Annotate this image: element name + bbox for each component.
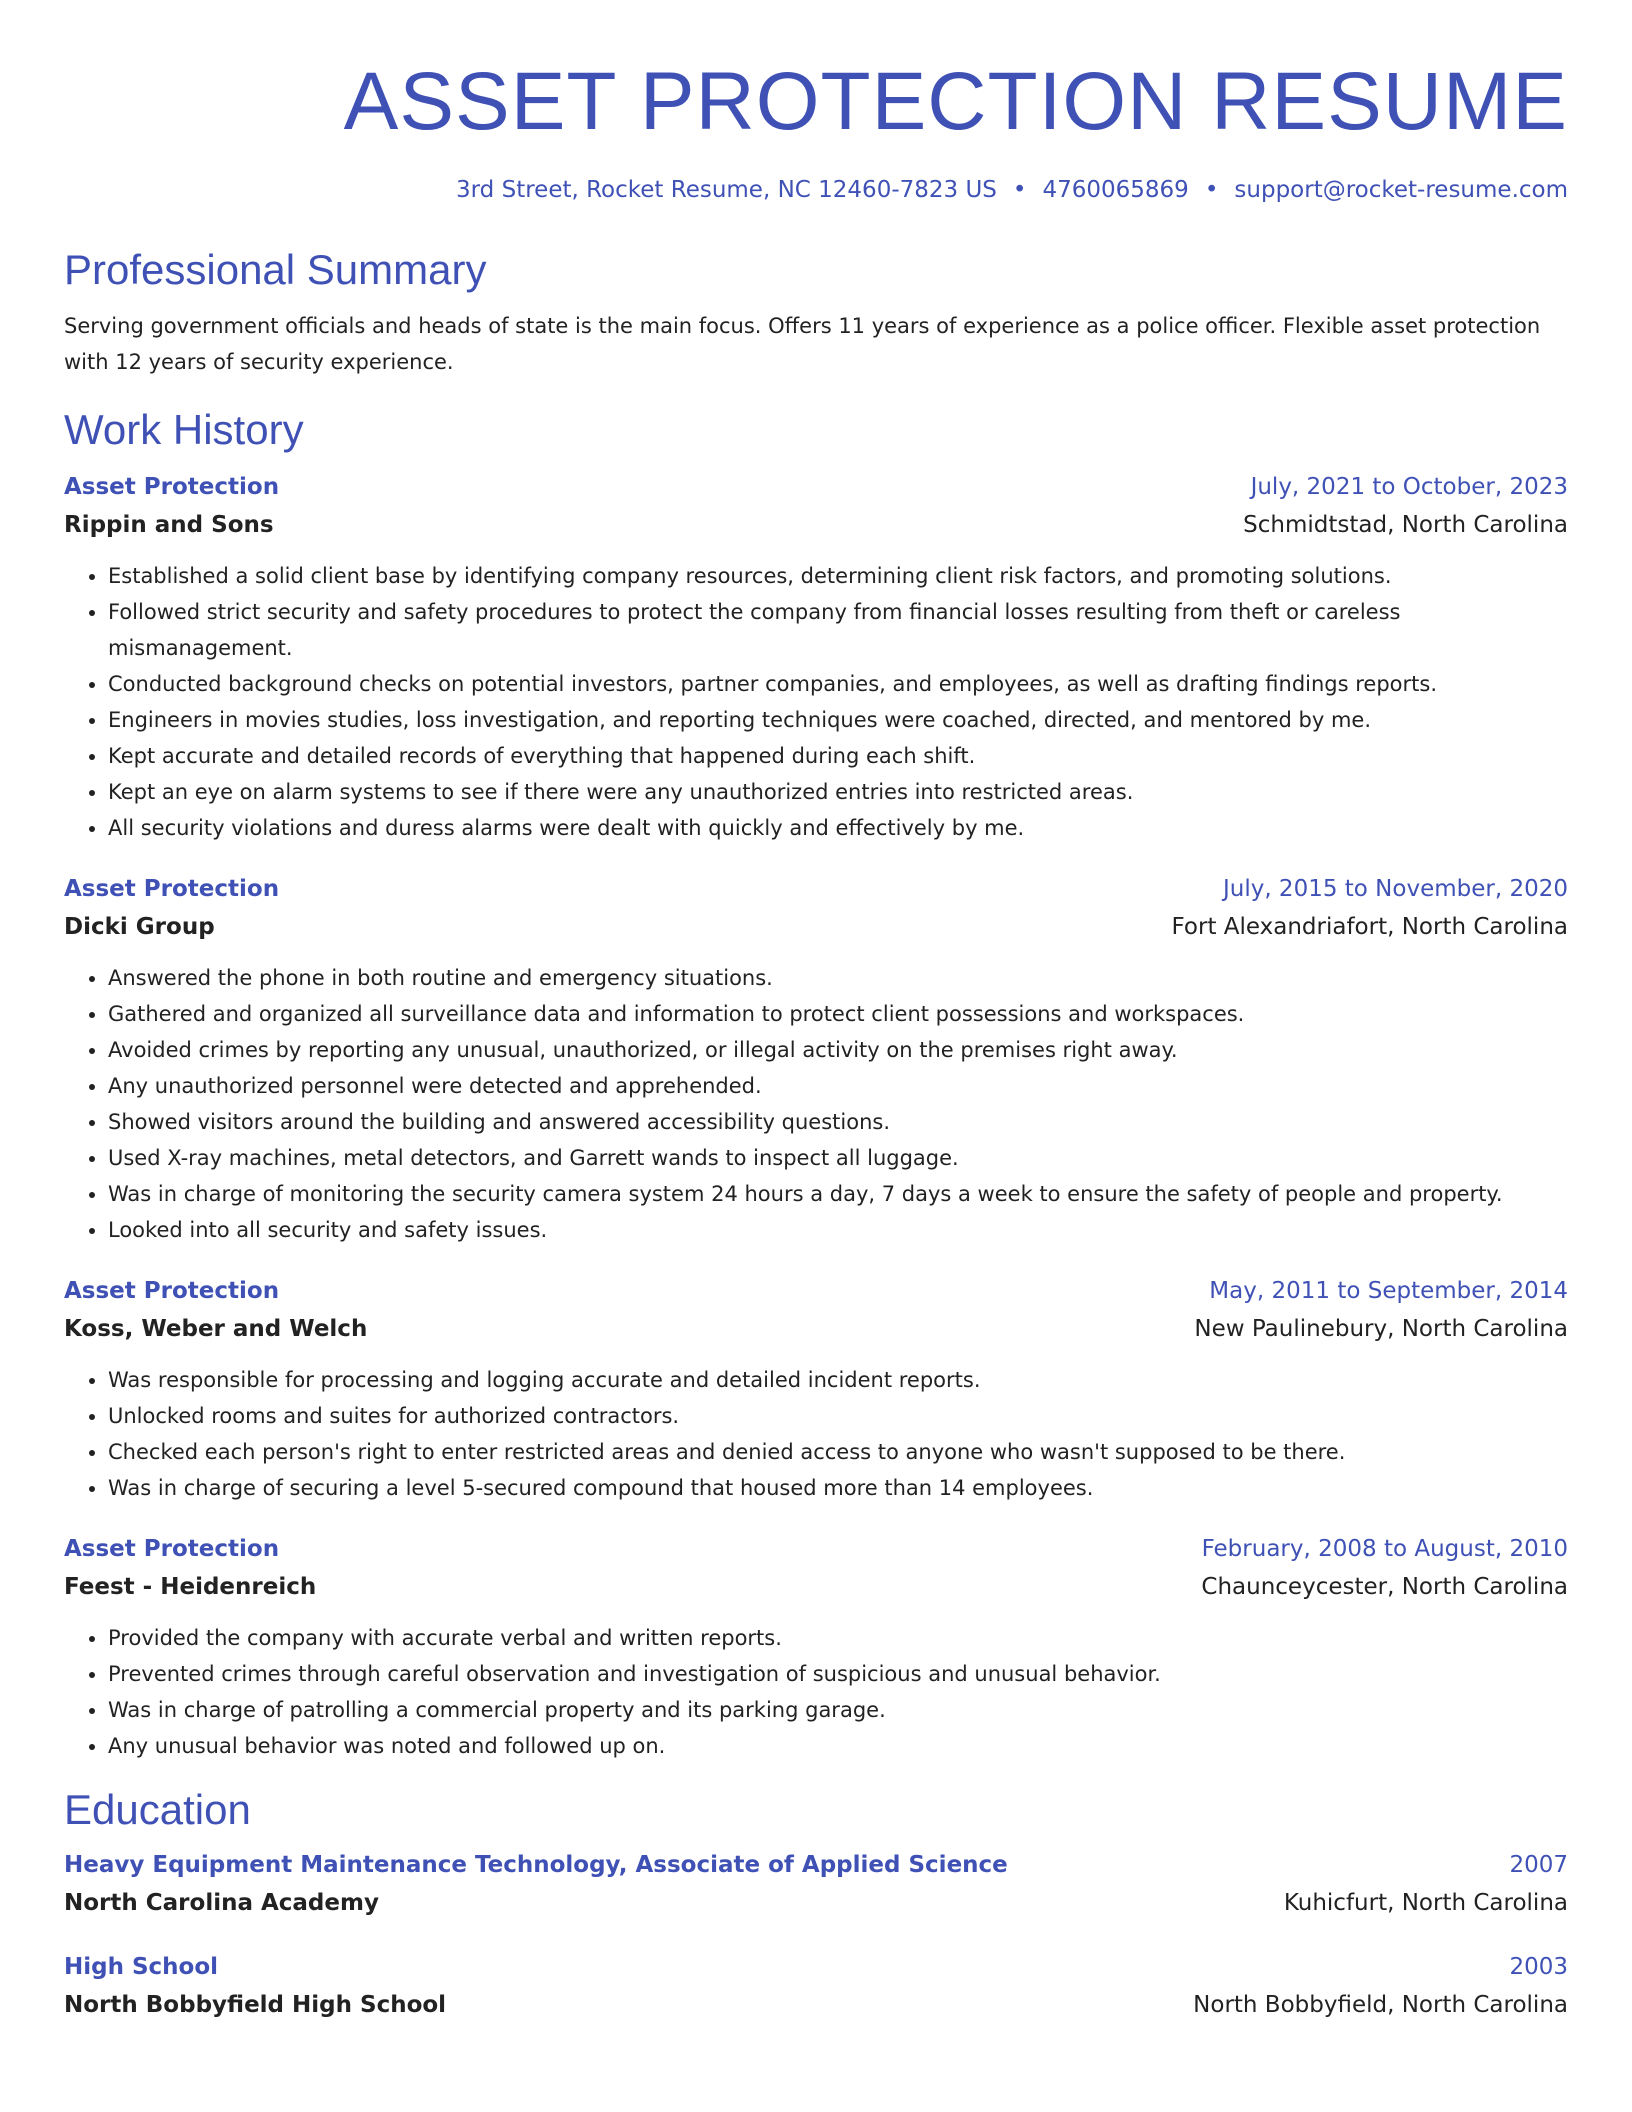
education-year: 2007	[1509, 1852, 1568, 1878]
job-bullet: • Unlocked rooms and suites for authorized contractors.	[108, 1398, 1568, 1434]
contact-separator: •	[1012, 177, 1027, 203]
job-bullets	[64, 1362, 1568, 1506]
resume-header	[64, 0, 1568, 206]
job-entry	[64, 1272, 1568, 1506]
job-bullet: • Was in charge of monitoring the security camera system 24 hours a day, 7 days a week to ensure the safety of people and property.	[108, 1176, 1568, 1212]
job-bullet: • Engineers in movies studies, loss investigation, and reporting techniques were coached, directed, and mentored by me.	[108, 702, 1568, 738]
education-location: North Bobbyfield, North Carolina	[1193, 1992, 1568, 2018]
job-company: Koss, Weber and Welch	[64, 1316, 368, 1342]
job-company: Rippin and Sons	[64, 512, 274, 538]
job-entry	[64, 1530, 1568, 1764]
job-dates: May, 2011 to September, 2014	[1209, 1278, 1568, 1304]
job-bullet: • Any unusual behavior was noted and followed up on.	[108, 1728, 1568, 1764]
job-company: Feest - Heidenreich	[64, 1574, 317, 1600]
job-bullet: • Gathered and organized all surveillance data and information to protect client possessions and workspaces.	[108, 996, 1568, 1032]
education-entry	[64, 1846, 1568, 1922]
job-bullet: • Looked into all security and safety issues.	[108, 1212, 1568, 1248]
education-location: Kuhicfurt, North Carolina	[1283, 1890, 1568, 1916]
job-role: Asset Protection	[64, 876, 280, 902]
job-role: Asset Protection	[64, 1278, 280, 1304]
summary-heading: Professional Summary	[64, 246, 487, 293]
contact-email[interactable]: support@rocket-resume.com	[1234, 177, 1568, 203]
job-bullet: • Answered the phone in both routine and emergency situations.	[108, 960, 1568, 996]
job-dates: July, 2015 to November, 2020	[1222, 876, 1568, 902]
job-bullets	[64, 960, 1568, 1248]
education-year: 2003	[1509, 1954, 1568, 1980]
job-location: Schmidtstad, North Carolina	[1243, 512, 1568, 538]
job-bullet: • Followed strict security and safety procedures to protect the company from financial losses resulting from theft or careless mismanagement.	[108, 594, 1568, 666]
summary-text: Serving government officials and heads of state is the main focus. Offers 11 years of experience as a police officer. Flexible asset protection with 12 years of security experience.	[64, 314, 1541, 374]
job-bullet: • Was in charge of securing a level 5-secured compound that housed more than 14 employees.	[108, 1470, 1568, 1506]
education-school: North Bobbyfield High School	[64, 1992, 447, 2018]
job-bullets	[64, 1620, 1568, 1764]
job-role: Asset Protection	[64, 1536, 280, 1562]
job-dates: February, 2008 to August, 2010	[1201, 1536, 1568, 1562]
job-bullet: • Was in charge of patrolling a commercial property and its parking garage.	[108, 1692, 1568, 1728]
job-bullet: • Used X-ray machines, metal detectors, and Garrett wands to inspect all luggage.	[108, 1140, 1568, 1176]
education-heading: Education	[64, 1786, 251, 1833]
job-bullet: • Kept an eye on alarm systems to see if there were any unauthorized entries into restricted areas.	[108, 774, 1568, 810]
job-dates: July, 2021 to October, 2023	[1250, 474, 1568, 500]
contact-address: 3rd Street, Rocket Resume, NC 12460-7823 US	[456, 177, 997, 203]
resume-title: ASSET PROTECTION RESUME	[343, 56, 1568, 147]
job-location: Chaunceycester, North Carolina	[1201, 1574, 1568, 1600]
job-bullet: • Kept accurate and detailed records of everything that happened during each shift.	[108, 738, 1568, 774]
job-bullet: • Was responsible for processing and logging accurate and detailed incident reports.	[108, 1362, 1568, 1398]
job-bullet: • All security violations and duress alarms were dealt with quickly and effectively by me.	[108, 810, 1568, 846]
job-bullet: • Established a solid client base by identifying company resources, determining client risk factors, and promoting solutions.	[108, 558, 1568, 594]
contact-phone[interactable]: 4760065869	[1042, 177, 1189, 203]
job-bullets	[64, 558, 1568, 846]
job-bullet: • Checked each person's right to enter restricted areas and denied access to anyone who wasn't supposed to be there.	[108, 1434, 1568, 1470]
job-bullet: • Conducted background checks on potential investors, partner companies, and employees, as well as drafting findings reports.	[108, 666, 1568, 702]
education-school: North Carolina Academy	[64, 1890, 379, 1916]
education-degree: Heavy Equipment Maintenance Technology, Associate of Applied Science	[64, 1852, 1008, 1878]
education-degree: High School	[64, 1954, 219, 1980]
education-entry	[64, 1948, 1568, 2024]
job-location: New Paulinebury, North Carolina	[1194, 1316, 1568, 1342]
work-history-heading: Work History	[64, 406, 304, 453]
job-role: Asset Protection	[64, 474, 280, 500]
job-bullet: • Provided the company with accurate verbal and written reports.	[108, 1620, 1568, 1656]
job-location: Fort Alexandriafort, North Carolina	[1171, 914, 1568, 940]
job-company: Dicki Group	[64, 914, 215, 940]
contact-separator: •	[1204, 177, 1219, 203]
contact-line	[64, 174, 1568, 206]
job-entry	[64, 870, 1568, 1248]
job-bullet: • Showed visitors around the building and answered accessibility questions.	[108, 1104, 1568, 1140]
job-bullet: • Avoided crimes by reporting any unusual, unauthorized, or illegal activity on the premises right away.	[108, 1032, 1568, 1068]
job-bullet: • Any unauthorized personnel were detected and apprehended.	[108, 1068, 1568, 1104]
job-entry	[64, 468, 1568, 846]
job-bullet: • Prevented crimes through careful observation and investigation of suspicious and unusual behavior.	[108, 1656, 1568, 1692]
